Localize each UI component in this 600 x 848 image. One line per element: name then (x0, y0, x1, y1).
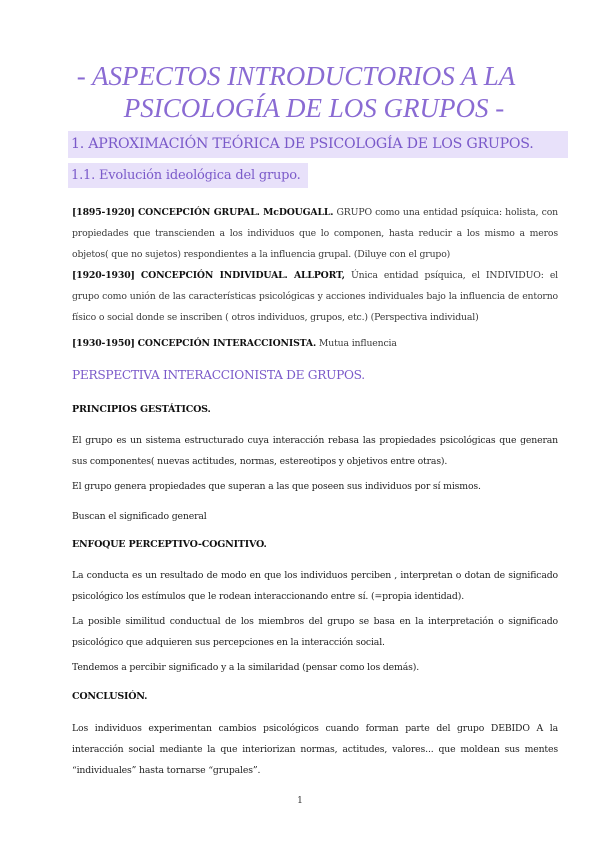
page-number: 1 (297, 796, 303, 806)
period-years: [1930-1950] (72, 338, 135, 349)
conclusion-label: CONCLUSIÓN. (72, 691, 148, 702)
approach-label: ENFOQUE PERCEPTIVO-COGNITIVO. (72, 539, 267, 550)
principles-paragraph-1: El grupo es un sistema estructurado cuya interacción rebasa las propiedades psicológicas que generan sus componentes( nuevas actitudes, normas, estereotipos y objetivos entre otras). (72, 435, 558, 467)
subsection-heading: 1.1. Evolución ideológica del grupo. (68, 163, 308, 188)
period-concept: CONCEPCIÓN INDIVIDUAL. ALLPORT, (140, 270, 345, 281)
period-years: [1895-1920] (72, 207, 135, 218)
principles-paragraph-3: Buscan el significado general (72, 511, 207, 522)
period-text: Mutua influencia (318, 338, 397, 349)
approach-paragraph-3: Tendemos a percibir significado y a la similaridad (pensar como los demás). (72, 662, 419, 673)
period-concept: CONCEPCIÓN INTERACCIONISTA. (137, 338, 317, 349)
period-paragraph-3 (72, 333, 558, 354)
period-years: [1920-1930] (72, 270, 135, 281)
principles-paragraph-2: El grupo genera propiedades que superan a las que poseen sus individuos por sí mismos. (72, 481, 481, 492)
period-text: GRUPO como una entidad psíquica: holista, con propiedades que transcienden a los individuos que lo componen, hasta reducir a los mismo a meros objetos( que no sujetos) respondientes a la influencia grupal. (Diluye con el grupo) (72, 207, 558, 260)
perspective-heading: PERSPECTIVA INTERACCIONISTA DE GRUPOS. (72, 368, 365, 382)
period-text: Única entidad psíquica, el INDIVIDUO: el grupo como unión de las características psicológicas y acciones individuales bajo la influencia de entorno físico o social donde se inscriben ( otros individuos, grupos, etc.) (Perspectiva individual) (72, 270, 559, 323)
period-paragraph-2 (72, 265, 558, 328)
conclusion-paragraph: Los individuos experimentan cambios psicológicos cuando forman parte del grupo DEBIDO A la interacción social mediante la que interiorizan normas, actitudes, valores... que moldean sus mentes “individuales” hasta tornarse “grupales”. (72, 723, 558, 776)
document-title-line-1: - ASPECTOS INTRODUCTORIOS A LA (76, 61, 516, 91)
document-title-line-2: PSICOLOGÍA DE LOS GRUPOS - (123, 93, 505, 123)
period-concept: CONCEPCIÓN GRUPAL. McDOUGALL. (137, 207, 334, 218)
period-paragraph-1 (72, 202, 558, 265)
approach-paragraph-1: La conducta es un resultado de modo en que los individuos perciben , interpretan o dotan de significado psicológico los estímulos que le rodean interaccionando entre sí. (=propia identidad). (72, 570, 558, 602)
principles-label: PRINCIPIOS GESTÁTICOS. (72, 404, 211, 415)
section-heading: 1. APROXIMACIÓN TEÓRICA DE PSICOLOGÍA DE LOS GRUPOS. (68, 131, 568, 158)
approach-paragraph-2: La posible similitud conductual de los miembros del grupo se basa en la interpretación o significado psicológico que adquieren sus percepciones en la interacción social. (72, 616, 558, 648)
